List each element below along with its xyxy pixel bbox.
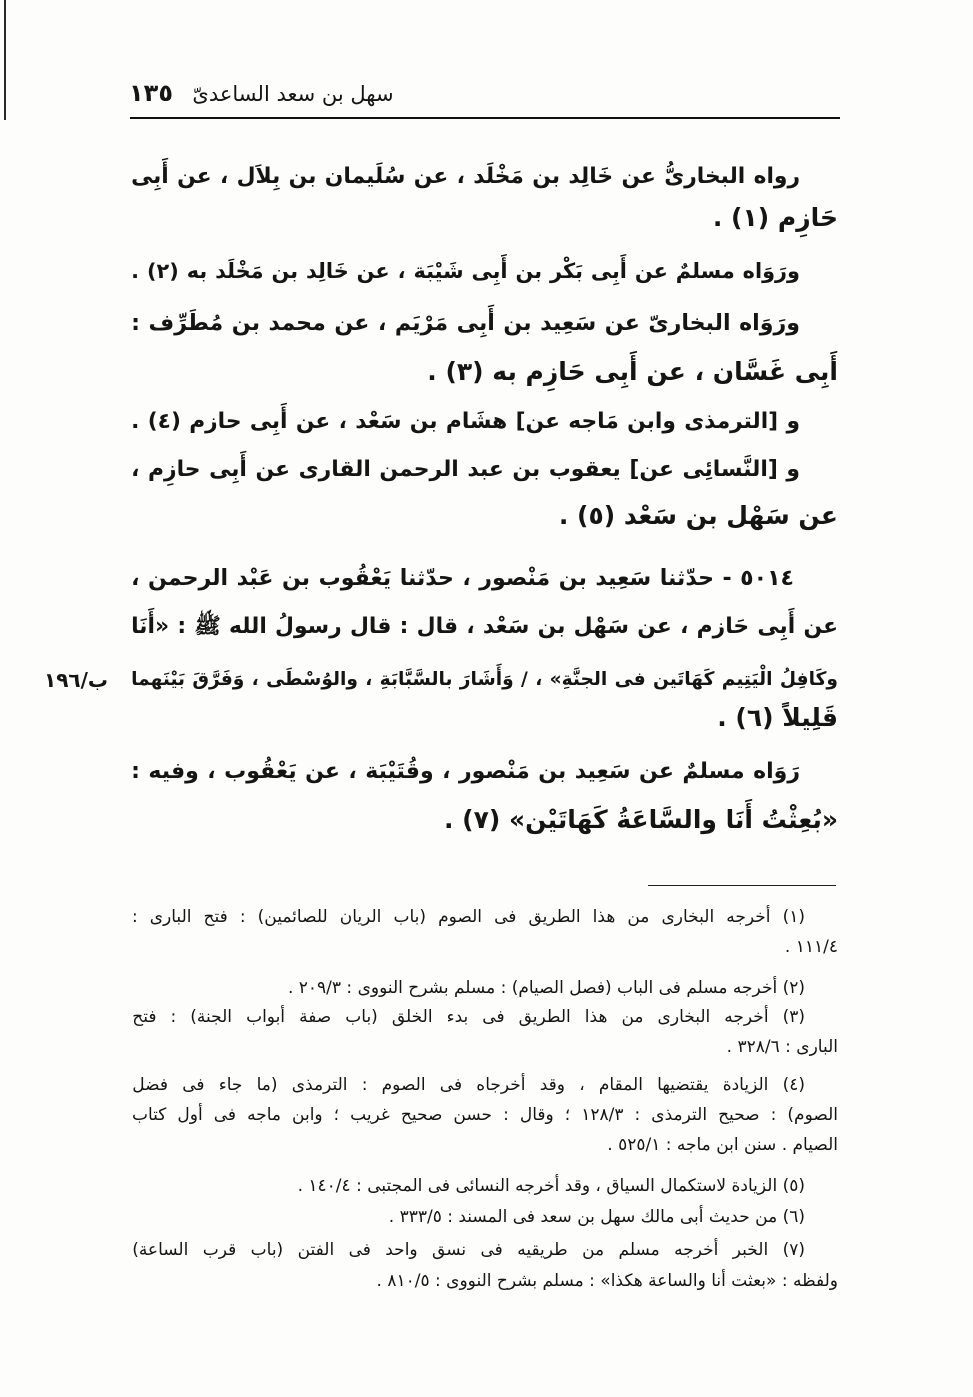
footnote-line bbox=[130, 902, 838, 932]
footnote-line-text: ولفظه : «بعثت أنا والساعة هكذا» : مسلم بشرح النووى : ٨١٠/٥ . bbox=[376, 1271, 838, 1291]
footnote-line bbox=[130, 932, 838, 962]
body-line-text: أَبِى غَسَّان ، عن أَبِى حَازِم به (٣) . bbox=[427, 357, 838, 386]
footnote-line bbox=[130, 1100, 838, 1130]
footnote-line bbox=[130, 973, 838, 1003]
footnote-line-text: ١١١/٤ . bbox=[784, 937, 838, 957]
footnote-line-text: (٣) أخرجه البخارى من هذا الطريق فى بدء الخلق (باب صفة أبواب الجنة) : فتح bbox=[132, 1007, 805, 1027]
footnote-line bbox=[130, 1002, 838, 1032]
body-line-text: حَازِم (١) . bbox=[712, 203, 838, 232]
body-line-text: و [النَّسائِى عن] يعقوب بن عبد الرحمن القارى عن أَبِى حازِم ، bbox=[131, 457, 800, 482]
body-line-text: ورَوَاه مسلمٌ عن أَبِى بَكْر بن أَبِى شَيْبَة ، عن خَالِد بن مَخْلَد به (٢) . bbox=[131, 259, 800, 283]
footnote-line-text: (١) أخرجه البخارى من هذا الطريق فى الصوم (باب الريان للصائمين) : فتح البارى : bbox=[131, 907, 805, 927]
body-line-text: قَلِيلاً (٦) . bbox=[717, 703, 838, 732]
body-line bbox=[130, 348, 838, 396]
body-line bbox=[130, 746, 838, 794]
margin-folio-note: ب/١٩٦ bbox=[43, 668, 109, 692]
body-line-text: و [الترمذى وابن مَاجه عن] هشَام بن سَعْد ، عن أَبِى حازم (٤) . bbox=[131, 409, 800, 434]
header-rule bbox=[130, 117, 840, 119]
footnote-line-text: (٥) الزيادة لاستكمال السياق ، وقد أخرجه النسائى فى المجتبى : ١٤٠/٤ . bbox=[297, 1176, 805, 1196]
body-line bbox=[130, 601, 838, 649]
body-line-text: رواه البخارىُّ عن خَالِد بن مَخْلَد ، عن سُلَيمان بن بِلاَل ، عن أَبِى bbox=[131, 164, 800, 189]
footnote-line bbox=[130, 1171, 838, 1201]
body-line bbox=[130, 298, 838, 346]
body-line-text: عن سَهْل بن سَعْد (٥) . bbox=[558, 501, 838, 530]
footnote-line bbox=[130, 1130, 838, 1160]
body-line bbox=[130, 246, 838, 294]
body-line bbox=[130, 694, 838, 742]
body-line bbox=[130, 796, 838, 844]
footnote-separator bbox=[648, 885, 836, 886]
body-line-text: وكَافِلُ الْيَتِيم كَهَاتَين فى الجنَّةِ» ، / وَأَشَارَ بالسَّبَّابَةِ ، والوُسْطَى ، وَفَرَّقَ بَيْنَهما bbox=[131, 669, 838, 690]
running-head-title: سهل بن سعد الساعدىّ bbox=[192, 82, 394, 106]
footnote-line bbox=[130, 1202, 838, 1232]
body-line-text: ورَوَاه البخارىّ عن سَعِيد بن أَبِى مَرْيَم ، عن محمد بن مُطَرِّف : bbox=[131, 310, 800, 336]
body-line bbox=[130, 396, 838, 444]
footnote-line-text: الصيام . سنن ابن ماجه : ٥٢٥/١ . bbox=[607, 1135, 838, 1155]
body-line-text: «بُعِثْتُ أَنَا والسَّاعَةُ كَهَاتَيْن» (٧) . bbox=[443, 805, 838, 834]
body-line bbox=[130, 444, 838, 492]
footnote-line-text: (٢) أخرجه مسلم فى الباب (فصل الصيام) : مسلم بشرح النووى : ٢٠٩/٣ . bbox=[287, 978, 805, 998]
body-line-text: ٥٠١٤ - حدّثنا سَعِيد بن مَنْصور ، حدّثنا يَعْقُوب بن عَبْد الرحمن ، bbox=[131, 566, 794, 591]
body-line bbox=[130, 151, 838, 199]
footnote-line bbox=[130, 1070, 838, 1100]
body-line-text: عن أَبِى حَازم ، عن سَهْل بن سَعْد ، قال : قال رسولُ الله ﷺ : «أَنَا bbox=[131, 614, 838, 639]
footnote-line-text: الصوم) : صحيح الترمذى : ١٢٨/٣ ؛ وقال : حسن صحيح غريب ؛ وابن ماجه فى أول كتاب bbox=[131, 1105, 838, 1125]
page-number: ١٣٥ bbox=[129, 79, 173, 107]
footnote-line bbox=[130, 1235, 838, 1265]
body-line bbox=[130, 553, 838, 601]
body-line-text: رَوَاه مسلمٌ عن سَعِيد بن مَنْصور ، وقُتَيْبَة ، عن يَعْقُوب ، وفيه : bbox=[131, 759, 800, 784]
scan-edge-line bbox=[4, 0, 6, 120]
footnote-line bbox=[130, 1032, 838, 1062]
footnote-line bbox=[130, 1266, 838, 1296]
footnote-line-text: (٤) الزيادة يقتضيها المقام ، وقد أخرجاه فى الصوم : الترمذى (ما جاء فى فضل bbox=[132, 1075, 805, 1095]
footnote-line-text: (٧) الخبر أخرجه مسلم من طريقيه فى نسق واحد فى الفتن (باب قرب الساعة) bbox=[132, 1240, 805, 1260]
body-line bbox=[130, 492, 838, 540]
footnote-line-text: البارى : ٣٢٨/٦ . bbox=[726, 1037, 838, 1057]
body-line bbox=[130, 194, 838, 242]
footnote-line-text: (٦) من حديث أبى مالك سهل بن سعد فى المسند : ٣٣٣/٥ . bbox=[388, 1207, 805, 1227]
